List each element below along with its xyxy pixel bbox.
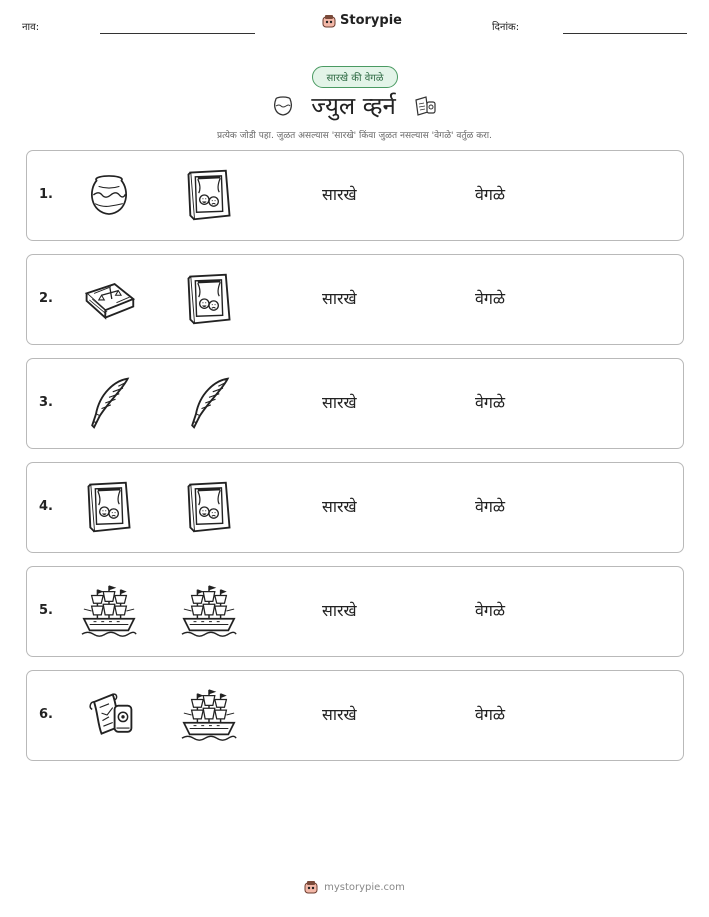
storypie-mascot-icon	[304, 880, 318, 894]
telegraph-icon	[79, 685, 139, 745]
different-option[interactable]: वेगळे	[475, 705, 506, 724]
different-option[interactable]: वेगळे	[475, 185, 506, 204]
quill-icon	[179, 373, 239, 433]
same-option[interactable]: सारखे	[322, 497, 357, 516]
pot-icon	[271, 94, 295, 118]
theater-book-icon	[179, 477, 239, 537]
instructions: प्रत्येक जोडी पहा. जुळत असल्यास 'सारखे' किंवा जुळत नसल्यास 'वेगळे' वर्तुळ करा.	[216, 131, 492, 141]
different-option[interactable]: वेगळे	[475, 289, 506, 308]
date-label: दिनांक:	[492, 22, 520, 33]
exercise-row-5	[26, 566, 684, 657]
pot-icon	[79, 165, 139, 225]
same-option[interactable]: सारखे	[322, 185, 357, 204]
quill-icon	[79, 373, 139, 433]
exercise-row-2	[26, 254, 684, 345]
exercise-row-4	[26, 462, 684, 553]
footer	[0, 880, 709, 894]
name-line[interactable]	[100, 33, 255, 34]
row-number: 4.	[39, 499, 53, 514]
row-number: 1.	[39, 187, 53, 202]
theater-book-icon	[79, 477, 139, 537]
footer-url[interactable]: mystorypie.com	[324, 881, 405, 893]
brand-name: Storypie	[340, 13, 402, 28]
ship-icon	[179, 581, 239, 641]
law-book-icon	[79, 269, 139, 329]
different-option[interactable]: वेगळे	[475, 601, 506, 620]
page-title: ज्युल व्हर्न	[311, 92, 396, 120]
row-number: 2.	[39, 291, 53, 306]
different-option[interactable]: वेगळे	[475, 497, 506, 516]
same-option[interactable]: सारखे	[322, 289, 357, 308]
exercise-row-6	[26, 670, 684, 761]
name-label: नाव:	[22, 22, 40, 33]
activity-badge: सारखे की वेगळे	[312, 66, 398, 88]
exercise-row-3	[26, 358, 684, 449]
exercise-row-1	[26, 150, 684, 241]
date-line[interactable]	[563, 33, 687, 34]
storypie-mascot-icon	[322, 14, 336, 28]
brand-logo	[322, 13, 402, 28]
ship-icon	[179, 685, 239, 745]
ship-icon	[79, 581, 139, 641]
theater-book-icon	[179, 165, 239, 225]
different-option[interactable]: वेगळे	[475, 393, 506, 412]
same-option[interactable]: सारखे	[322, 601, 357, 620]
same-option[interactable]: सारखे	[322, 393, 357, 412]
row-number: 3.	[39, 395, 53, 410]
title-row	[0, 89, 709, 122]
same-option[interactable]: सारखे	[322, 705, 357, 724]
theater-book-icon	[179, 269, 239, 329]
row-number: 6.	[39, 707, 53, 722]
telegraph-icon	[412, 94, 438, 118]
row-number: 5.	[39, 603, 53, 618]
